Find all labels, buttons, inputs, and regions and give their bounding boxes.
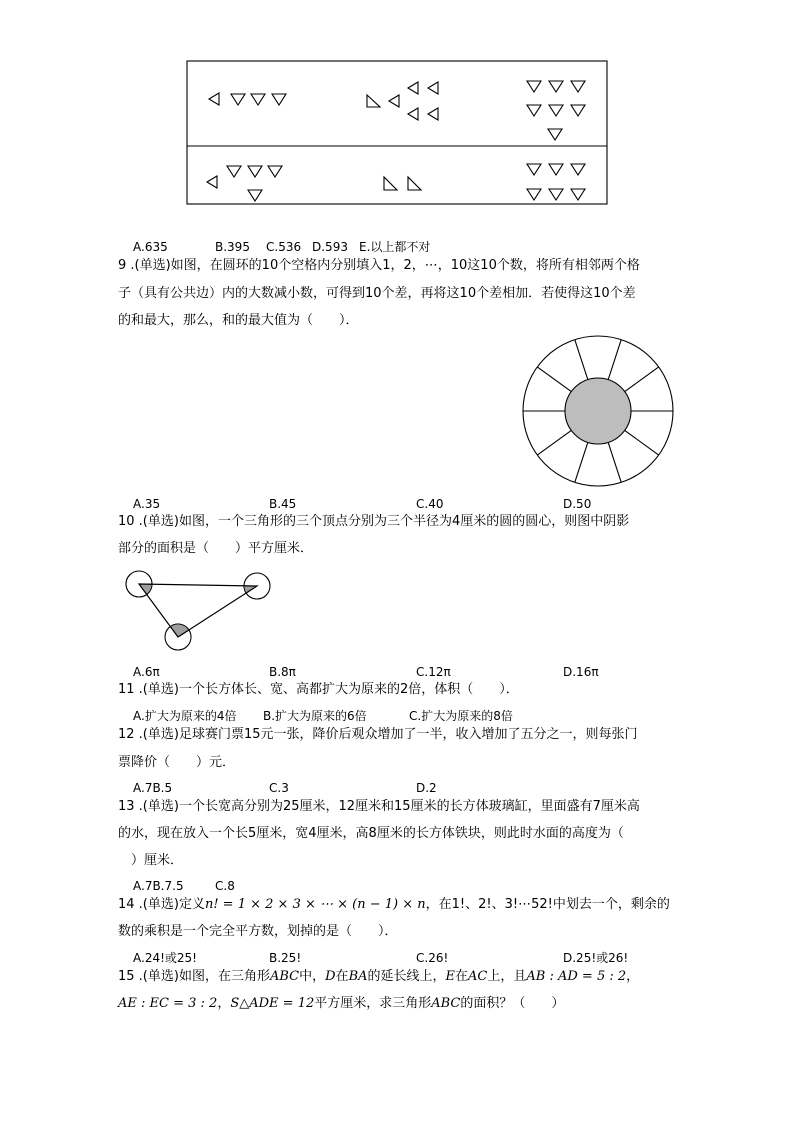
q15-prefix: 15 .(单选)如图，在三角形	[118, 969, 270, 984]
q9-option-d[interactable]: D.50	[563, 497, 592, 511]
q10-option-c[interactable]: C.12π	[416, 665, 451, 679]
q13-option-a[interactable]: A.7B.7.5	[133, 879, 184, 893]
q15-text: 在	[455, 969, 469, 984]
q9-line-1: 9 .(单选)如图，在圆环的10个空格内分别填入1，2，⋯，10这10个数，将所有相邻两个格	[118, 258, 640, 273]
q14-option-a[interactable]: A.24!或25!	[133, 951, 197, 965]
q13-line-2: 的水，现在放入一个长5厘米，宽4厘米，高8厘米的长方体铁块，则此时水面的高度为（	[118, 826, 624, 841]
q15-line-1	[118, 968, 639, 985]
q13-line-1: 13 .(单选)一个长宽高分别为25厘米，12厘米和15厘米的长方体玻璃缸，里面盛有7厘米高	[118, 799, 640, 814]
q15-triangle-abc: ABC	[269, 969, 300, 984]
q15-triangle-abc: ABC	[431, 996, 461, 1011]
q11-line-1: 11 .(单选)一个长方体长、宽、高都扩大为原来的2倍，体积（ ）．	[118, 682, 519, 697]
q14-line-2: 数的乘积是一个完全平方数，划掉的是（ ）．	[118, 924, 398, 939]
q8-option-b[interactable]: B.395	[215, 240, 250, 254]
q15-line-2	[118, 995, 564, 1012]
q8-option-c[interactable]: C.536	[266, 240, 302, 254]
q12-line-2: 票降价（ ）元．	[118, 755, 236, 770]
q14-option-d[interactable]: D.25!或26!	[563, 951, 629, 965]
q10-option-d[interactable]: D.16π	[563, 665, 599, 679]
q14-factorial-definition: n! = 1 × 2 × 3 × ⋯ × (n − 1) × n	[204, 897, 426, 912]
q11-option-c[interactable]: C.扩大为原来的8倍	[409, 709, 513, 723]
q15-segment-ac: AC	[468, 969, 488, 984]
q8-option-d[interactable]: D.593	[312, 240, 348, 254]
q9-line-3: 的和最大，那么，和的最大值为（ ）．	[118, 313, 359, 328]
q15-segment-ba: BA	[348, 969, 368, 984]
triangle	[139, 584, 257, 637]
q12-option-a[interactable]: A.7B.5	[133, 781, 173, 795]
q14-option-b[interactable]: B.25!	[269, 951, 302, 965]
q10-line-2: 部分的面积是（ ）平方厘米．	[118, 541, 314, 556]
q15-ratio-ab-ad: AB : AD = 5 : 2	[526, 969, 627, 984]
q14-suffix: ，在1!、2!、3!⋯52!中划去一个，剩余的	[425, 897, 670, 912]
q15-text: 在	[335, 969, 349, 984]
q9-line-2: 子（具有公共边）内的大数减小数，可得到10个差，再将这10个差相加．若使得这10个差	[118, 286, 636, 301]
q12-option-d[interactable]: D.2	[416, 781, 437, 795]
q15-point-d: D	[325, 969, 336, 984]
q9-option-b[interactable]: B.45	[269, 497, 297, 511]
q11-option-a[interactable]: A.扩大为原来的4倍	[133, 709, 237, 723]
q12-line-1: 12 .(单选)足球赛门票15元一张，降价后观众增加了一半，收入增加了五分之一，则每张门	[118, 727, 638, 742]
q15-text: ，	[626, 969, 640, 984]
q15-ratio-ae-ec: AE : EC = 3 : 2	[118, 996, 218, 1011]
q15-text: 平方厘米，求三角形	[314, 996, 432, 1011]
q10-option-b[interactable]: B.8π	[269, 665, 296, 679]
q13-option-c[interactable]: C.8	[215, 879, 235, 893]
q15-text: 的延长线上，	[367, 969, 446, 984]
q10-line-1: 10 .(单选)如图，一个三角形的三个顶点分别为三个半径为4厘米的圆的圆心，则图中阴影	[118, 514, 630, 529]
q11-option-b[interactable]: B.扩大为原来的6倍	[263, 709, 367, 723]
q13-line-3: ）厘米．	[118, 853, 184, 868]
q14-line-1	[118, 896, 670, 913]
q14-prefix: 14 .(单选)定义	[118, 897, 205, 912]
q15-text: 的面积？（ ）	[460, 996, 565, 1011]
q8-option-e[interactable]: E.以上都不对	[359, 240, 431, 254]
q15-text: ，	[217, 996, 231, 1011]
q12-option-c[interactable]: C.3	[269, 781, 289, 795]
q10-option-a[interactable]: A.6π	[133, 665, 160, 679]
q9-option-c[interactable]: C.40	[416, 497, 444, 511]
q15-area-ade: S△ADE = 12	[230, 996, 315, 1011]
q14-option-c[interactable]: C.26!	[416, 951, 449, 965]
q9-option-a[interactable]: A.35	[133, 497, 161, 511]
q15-text: 中，	[299, 969, 326, 984]
q8-option-a[interactable]: A.635	[133, 240, 168, 254]
q15-text: 上，且	[487, 969, 527, 984]
q15-point-e: E	[445, 969, 456, 984]
